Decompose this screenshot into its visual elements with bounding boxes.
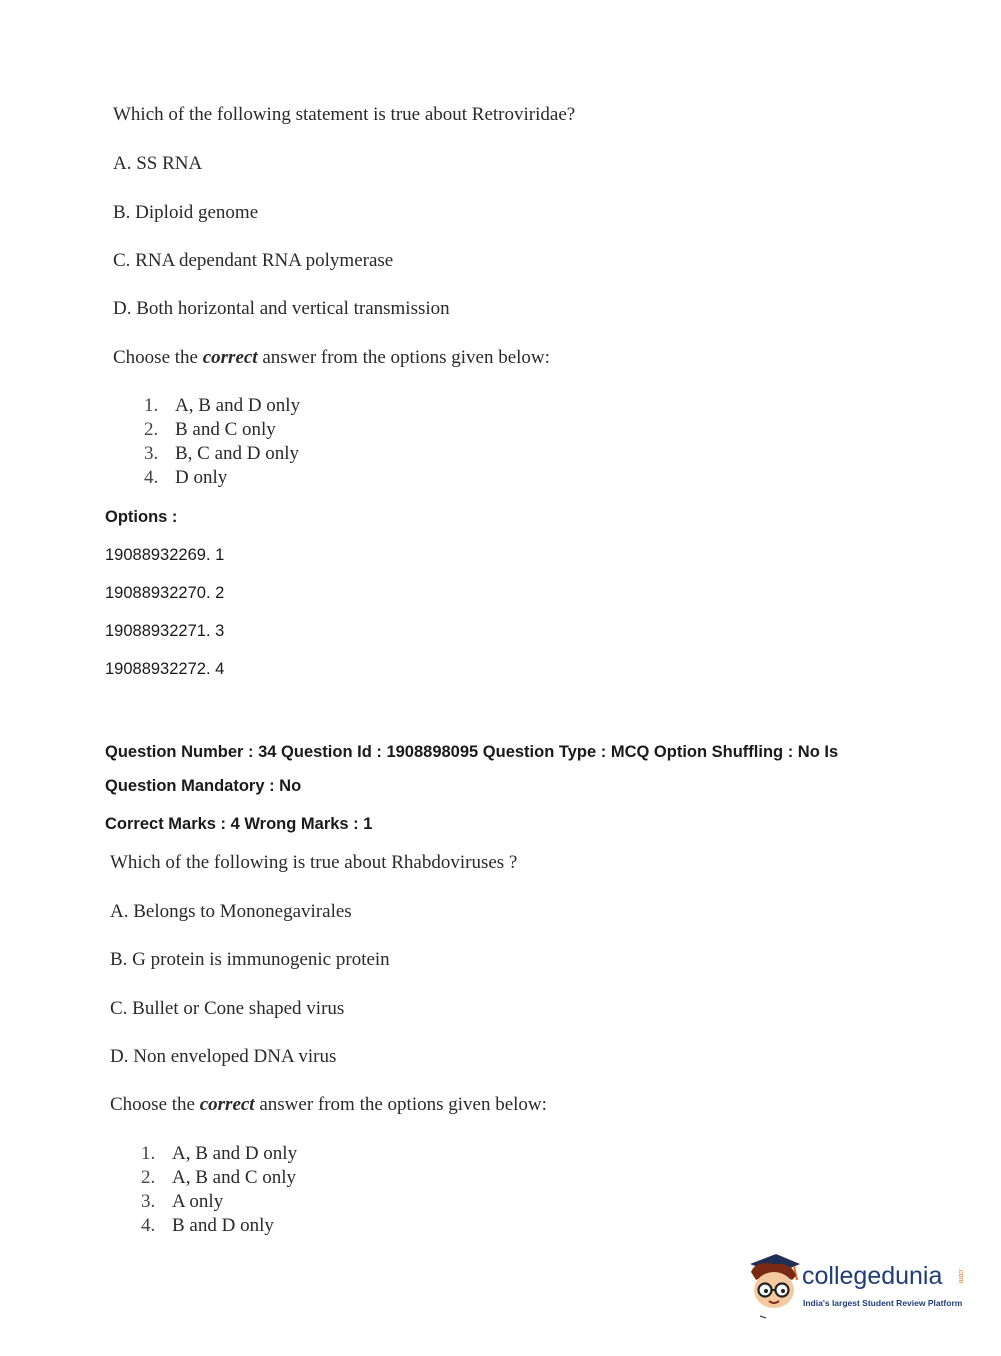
answer-text: B, C and D only [175,443,300,464]
choose-instruction [110,1094,547,1116]
answer-text: A only [172,1191,224,1212]
choose-prefix: Choose the [110,1094,200,1115]
collegedunia-logo[interactable] [742,1250,972,1320]
statement-d: D. Both horizontal and vertical transmission [113,298,450,319]
option-id: 19088932272. 4 [105,660,225,678]
answer-number: 4. [141,1215,156,1236]
answer-list-item [141,1190,297,1214]
choose-suffix: answer from the options given below: [254,1094,547,1115]
statement-c: C. RNA dependant RNA polymerase [113,250,394,271]
statement-b: B. G protein is immunogenic protein [110,949,390,970]
question-header: Question Number : 34 Question Id : 1908898095 Question Type : MCQ Option Shuffling : No Is [105,743,839,761]
mascot-icon [742,1250,804,1320]
answer-list-item [144,394,300,418]
statement-d: D. Non enveloped DNA virus [110,1046,337,1067]
answer-list-item [144,466,300,490]
option-id: 19088932271. 3 [105,622,225,640]
option-id: 19088932270. 2 [105,584,225,602]
answer-number: 1. [141,1143,156,1164]
answer-text: A, B and C only [172,1167,297,1188]
answer-number: 3. [144,443,159,464]
answer-number: 2. [144,419,159,440]
choose-suffix: answer from the options given below: [257,347,550,368]
question-marks: Correct Marks : 4 Wrong Marks : 1 [105,815,373,833]
logo-name: collegedunia [802,1262,943,1290]
answer-text: D only [175,467,228,488]
answer-number: 4. [144,467,159,488]
answer-list-item [144,418,300,442]
question-text: Which of the following is true about Rhabdoviruses ? [110,852,518,873]
answer-text: A, B and D only [175,395,301,416]
choose-emphasis: correct [202,347,258,368]
answer-number: 1. [144,395,159,416]
statement-b: B. Diploid genome [113,202,259,223]
answer-list [144,394,300,490]
choose-instruction [113,347,550,369]
answer-text: B and D only [172,1215,274,1236]
question-text: Which of the following statement is true about Retroviridae? [113,104,576,125]
choose-emphasis: correct [199,1094,255,1115]
choose-prefix: Choose the [113,347,203,368]
option-id: 19088932269. 1 [105,546,225,564]
answer-number: 3. [141,1191,156,1212]
options-label: Options : [105,508,178,526]
answer-list [141,1142,297,1238]
question-mandatory: Question Mandatory : No [105,777,302,795]
answer-list-item [141,1166,297,1190]
answer-list-item [141,1142,297,1166]
statement-a: A. Belongs to Mononegavirales [110,901,352,922]
answer-text: A, B and D only [172,1143,298,1164]
answer-list-item [141,1214,297,1238]
statement-c: C. Bullet or Cone shaped virus [110,998,345,1019]
answer-list-item [144,442,300,466]
statement-a: A. SS RNA [113,153,203,174]
answer-number: 2. [141,1167,156,1188]
answer-text: B and C only [175,419,276,440]
logo-com: .com [957,1268,964,1284]
logo-tagline: India's largest Student Review Platform [803,1298,963,1308]
